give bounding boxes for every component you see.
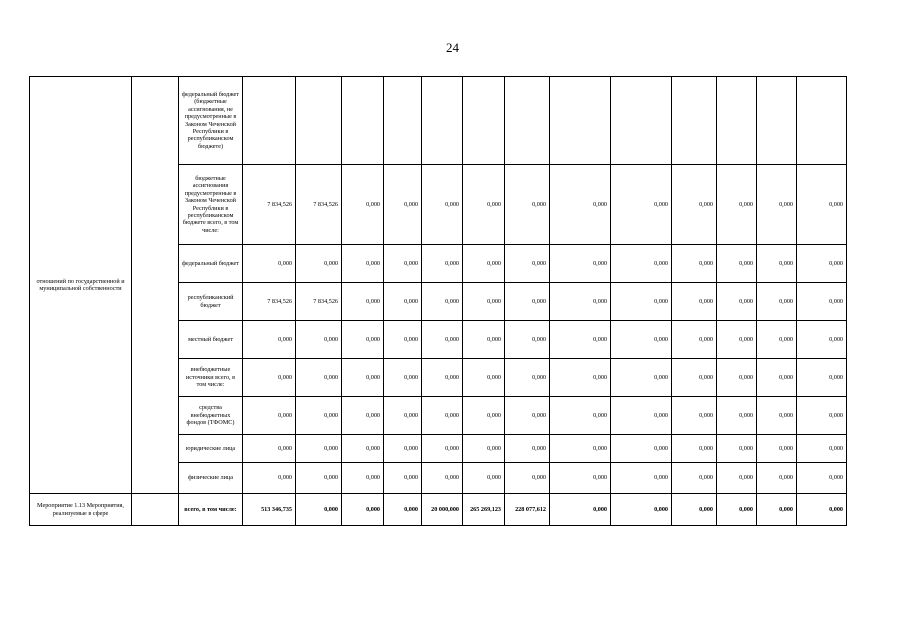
value-cell: 0,000: [384, 165, 422, 245]
value-cell: 0,000: [757, 463, 797, 494]
value-cell: 0,000: [797, 397, 847, 435]
value-cell: 0,000: [296, 359, 342, 397]
value-cell: 0,000: [243, 463, 296, 494]
value-cell: 0,000: [672, 494, 717, 526]
value-cell: 0,000: [550, 435, 611, 463]
value-cell: 0,000: [384, 463, 422, 494]
value-cell: 0,000: [243, 245, 296, 283]
value-cell: 0,000: [422, 359, 463, 397]
value-cell: 0,000: [611, 359, 672, 397]
value-cell: 0,000: [505, 463, 550, 494]
value-cell: 0,000: [243, 321, 296, 359]
value-cell: 0,000: [550, 283, 611, 321]
value-cell: 0,000: [463, 359, 505, 397]
value-cell: 0,000: [422, 463, 463, 494]
page-number: 24: [446, 40, 459, 55]
value-cell: 0,000: [797, 494, 847, 526]
executor-cell: [132, 494, 179, 526]
table-row: [30, 77, 847, 165]
budget-table: [29, 76, 847, 526]
value-cell: 0,000: [384, 494, 422, 526]
value-cell: 0,000: [243, 397, 296, 435]
value-cell: 0,000: [505, 397, 550, 435]
value-cell: 0,000: [463, 245, 505, 283]
value-cell: 0,000: [672, 435, 717, 463]
value-cell: 0,000: [384, 359, 422, 397]
value-cell: 0,000: [717, 494, 757, 526]
value-cell: 0,000: [505, 321, 550, 359]
value-cell: 0,000: [342, 494, 384, 526]
value-cell: 0,000: [505, 435, 550, 463]
value-cell: 0,000: [672, 321, 717, 359]
funding-source-cell: физические лица: [179, 463, 243, 494]
value-cell: 0,000: [550, 359, 611, 397]
value-cell: 0,000: [550, 321, 611, 359]
value-cell: [505, 77, 550, 165]
value-cell: 0,000: [422, 397, 463, 435]
value-cell: 0,000: [463, 321, 505, 359]
funding-source-cell: внебюджетные источники всего, в том числе:: [179, 359, 243, 397]
value-cell: 0,000: [717, 283, 757, 321]
value-cell: 0,000: [757, 359, 797, 397]
value-cell: 0,000: [422, 245, 463, 283]
value-cell: 0,000: [797, 463, 847, 494]
value-cell: 0,000: [672, 283, 717, 321]
value-cell: 0,000: [797, 435, 847, 463]
value-cell: 0,000: [757, 494, 797, 526]
value-cell: 0,000: [463, 283, 505, 321]
value-cell: 228 077,612: [505, 494, 550, 526]
value-cell: 0,000: [422, 435, 463, 463]
value-cell: [672, 77, 717, 165]
funding-source-cell: юридические лица: [179, 435, 243, 463]
value-cell: 0,000: [672, 397, 717, 435]
value-cell: 0,000: [797, 245, 847, 283]
value-cell: 0,000: [384, 321, 422, 359]
value-cell: 0,000: [463, 397, 505, 435]
value-cell: 0,000: [611, 283, 672, 321]
value-cell: 0,000: [672, 165, 717, 245]
value-cell: 0,000: [717, 463, 757, 494]
value-cell: 0,000: [342, 165, 384, 245]
value-cell: 0,000: [797, 321, 847, 359]
value-cell: 0,000: [672, 245, 717, 283]
value-cell: [342, 77, 384, 165]
value-cell: 0,000: [550, 397, 611, 435]
value-cell: 0,000: [757, 321, 797, 359]
value-cell: 0,000: [757, 283, 797, 321]
value-cell: 0,000: [797, 165, 847, 245]
value-cell: 0,000: [463, 463, 505, 494]
value-cell: 0,000: [422, 283, 463, 321]
value-cell: [422, 77, 463, 165]
value-cell: 0,000: [757, 435, 797, 463]
value-cell: 7 834,526: [296, 165, 342, 245]
event-name-cell: Мероприятие 1.13 Мероприятия, реализуемые в сфере: [30, 494, 132, 526]
value-cell: 0,000: [342, 321, 384, 359]
value-cell: 0,000: [505, 283, 550, 321]
event-name-cell: отношений по государственной и муниципальной собственности: [30, 77, 132, 494]
value-cell: 7 834,526: [296, 283, 342, 321]
value-cell: 0,000: [717, 321, 757, 359]
value-cell: 0,000: [717, 359, 757, 397]
value-cell: 0,000: [384, 397, 422, 435]
value-cell: [550, 77, 611, 165]
value-cell: 0,000: [342, 245, 384, 283]
value-cell: 20 000,000: [422, 494, 463, 526]
value-cell: 0,000: [611, 321, 672, 359]
value-cell: 0,000: [717, 245, 757, 283]
funding-source-cell: местный бюджет: [179, 321, 243, 359]
value-cell: 0,000: [672, 463, 717, 494]
value-cell: 0,000: [757, 397, 797, 435]
value-cell: 0,000: [717, 165, 757, 245]
value-cell: 0,000: [611, 435, 672, 463]
value-cell: [611, 77, 672, 165]
funding-source-cell: средства внебюджетных фондов (ТФОМС): [179, 397, 243, 435]
value-cell: [296, 77, 342, 165]
value-cell: [463, 77, 505, 165]
value-cell: 0,000: [550, 245, 611, 283]
value-cell: 0,000: [757, 245, 797, 283]
value-cell: 0,000: [296, 435, 342, 463]
value-cell: 0,000: [757, 165, 797, 245]
value-cell: 0,000: [611, 245, 672, 283]
value-cell: 0,000: [672, 359, 717, 397]
value-cell: [384, 77, 422, 165]
value-cell: 0,000: [611, 494, 672, 526]
value-cell: 0,000: [384, 435, 422, 463]
value-cell: 0,000: [296, 463, 342, 494]
value-cell: 0,000: [505, 165, 550, 245]
value-cell: 0,000: [611, 463, 672, 494]
table-row: [30, 494, 847, 526]
value-cell: 0,000: [505, 245, 550, 283]
value-cell: 0,000: [797, 359, 847, 397]
value-cell: 0,000: [342, 463, 384, 494]
value-cell: 0,000: [342, 283, 384, 321]
value-cell: 0,000: [717, 397, 757, 435]
value-cell: 513 346,735: [243, 494, 296, 526]
value-cell: 7 834,526: [243, 283, 296, 321]
funding-source-cell: бюджетные ассигнования предусмотренные в Законом Чеченской Республики в республиканском бюджете всего, в том числе:: [179, 165, 243, 245]
funding-source-cell: республиканский бюджет: [179, 283, 243, 321]
value-cell: 0,000: [296, 321, 342, 359]
value-cell: 0,000: [797, 283, 847, 321]
value-cell: 0,000: [422, 321, 463, 359]
value-cell: 0,000: [342, 359, 384, 397]
value-cell: 0,000: [463, 165, 505, 245]
value-cell: 0,000: [342, 435, 384, 463]
value-cell: [797, 77, 847, 165]
value-cell: 0,000: [611, 397, 672, 435]
value-cell: 265 269,123: [463, 494, 505, 526]
funding-source-cell: федеральный бюджет (бюджетные ассигнования, не предусмотренные в Законом Чеченской Республики в республиканском бюджете): [179, 77, 243, 165]
funding-source-cell: всего, в том числе:: [179, 494, 243, 526]
value-cell: 0,000: [296, 245, 342, 283]
value-cell: [243, 77, 296, 165]
value-cell: 0,000: [296, 494, 342, 526]
value-cell: 0,000: [550, 463, 611, 494]
value-cell: 0,000: [342, 397, 384, 435]
funding-source-cell: федеральный бюджет: [179, 245, 243, 283]
value-cell: 0,000: [550, 494, 611, 526]
value-cell: 0,000: [384, 283, 422, 321]
value-cell: 0,000: [505, 359, 550, 397]
value-cell: 0,000: [384, 245, 422, 283]
value-cell: 0,000: [422, 165, 463, 245]
value-cell: 0,000: [243, 435, 296, 463]
value-cell: 0,000: [243, 359, 296, 397]
value-cell: 7 834,526: [243, 165, 296, 245]
value-cell: 0,000: [296, 397, 342, 435]
value-cell: [757, 77, 797, 165]
value-cell: 0,000: [463, 435, 505, 463]
value-cell: 0,000: [611, 165, 672, 245]
value-cell: [717, 77, 757, 165]
value-cell: 0,000: [550, 165, 611, 245]
value-cell: 0,000: [717, 435, 757, 463]
executor-cell: [132, 77, 179, 494]
